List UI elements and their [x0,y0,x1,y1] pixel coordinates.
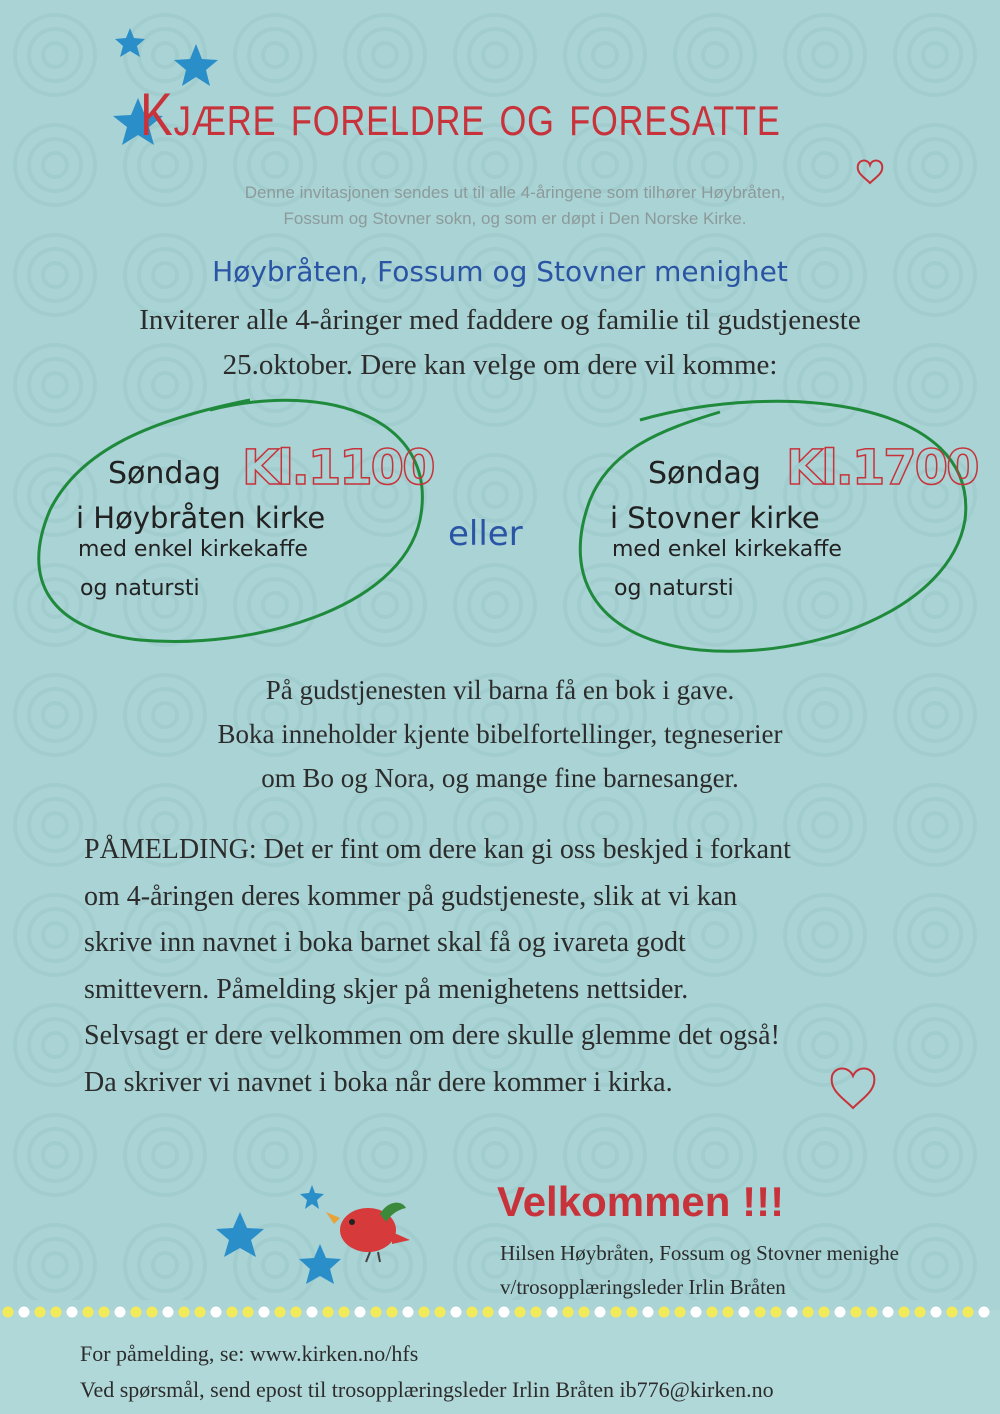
or-label: eller [448,514,523,554]
divider-dot [355,1307,366,1318]
divider-dot [899,1307,910,1318]
divider-dot [131,1307,142,1318]
divider-dot [259,1307,270,1318]
divider-dot [243,1307,254,1318]
option-day: Søndag [108,456,221,491]
divider-dot [851,1307,862,1318]
divider-dot [371,1307,382,1318]
divider-dot [163,1307,174,1318]
divider-dot [291,1307,302,1318]
divider-dot [195,1307,206,1318]
signup-link-text: For påmelding, se: www.kirken.no/hfs [80,1341,419,1366]
divider-dot [275,1307,286,1318]
divider-dot [819,1307,830,1318]
divider-dot [963,1307,974,1318]
divider-dot [435,1307,446,1318]
divider-dot [611,1307,622,1318]
divider-dot [387,1307,398,1318]
divider-dot [867,1307,878,1318]
divider-dot [307,1307,318,1318]
divider-dot [563,1307,574,1318]
divider-dot [675,1307,686,1318]
divider-dot [547,1307,558,1318]
divider-dot [643,1307,654,1318]
option-church: i Høybråten kirke [76,501,326,535]
divider-dot [659,1307,670,1318]
divider-dot [627,1307,638,1318]
signup-text: PÅMELDING: Det er fint om dere kan gi oss beskjed i forkant om 4-åringen deres kommer på gudstjeneste, slik at vi kan skrive inn navnet i boka barnet skal få og ivareta godt smittevern. Påmelding skjer på menighetens nettsider. Selvsagt er dere velkommen om dere skulle glemme det også! Da skriver vi navnet i boka når dere kommer i kirka. [84,834,791,1098]
divider-dot [771,1307,782,1318]
divider-dot [35,1307,46,1318]
option-extra: med enkel kirkekaffe [78,537,308,562]
parish-name: Høybråten, Fossum og Stovner menighet [212,255,788,288]
divider-dot [99,1307,110,1318]
divider-dot [739,1307,750,1318]
divider-dot [595,1307,606,1318]
welcome-heading: Velkommen !!! [497,1178,785,1225]
divider-dot [51,1307,62,1318]
divider-dot [803,1307,814,1318]
divider-dot [579,1307,590,1318]
divider-dot [755,1307,766,1318]
subtitle: Denne invitasjonen sendes ut til alle 4-åringene som tilhører Høybråten, Fossum og Stovner sokn, og som er døpt i Den Norske Kirke. [244,183,786,228]
option-extra: og natursti [614,576,734,601]
divider-dot [947,1307,958,1318]
divider-dot [83,1307,94,1318]
divider-dot [211,1307,222,1318]
divider-dot [691,1307,702,1318]
divider-dot [707,1307,718,1318]
divider-dot [179,1307,190,1318]
divider-dot [979,1307,990,1318]
divider-dot [915,1307,926,1318]
divider-dot [67,1307,78,1318]
option-day: Søndag [648,456,761,491]
divider-dot [515,1307,526,1318]
divider-dot [451,1307,462,1318]
divider-dot [419,1307,430,1318]
divider-dot [483,1307,494,1318]
divider-dot [323,1307,334,1318]
option-extra: med enkel kirkekaffe [612,537,842,562]
intro-text: Inviterer alle 4-åringer med faddere og familie til gudstjeneste 25.oktober. Dere kan velge om dere vil komme: [139,304,861,381]
divider-dot [499,1307,510,1318]
divider-dot [883,1307,894,1318]
footer [80,1336,774,1408]
option-time: Kl.1700 [786,440,978,496]
divider-dot [931,1307,942,1318]
divider-dot [835,1307,846,1318]
option-church: i Stovner kirke [610,501,820,535]
divider-dot [723,1307,734,1318]
divider-dot [339,1307,350,1318]
divider-dot [531,1307,542,1318]
divider-dot [115,1307,126,1318]
gift-text: På gudstjenesten vil barna få en bok i gave. Boka inneholder kjente bibelfortellinger, tegneserier om Bo og Nora, og mange fine barnesanger. [217,675,783,793]
option-time: Kl.1100 [242,440,434,496]
greeting: Hilsen Høybråten, Fossum og Stovner menighe v/trosopplæringsleder Irlin Bråten [500,1241,899,1299]
divider-dot [147,1307,158,1318]
page-title: Kjære foreldre og foresatte [140,81,781,148]
divider-dot [467,1307,478,1318]
divider-dot [403,1307,414,1318]
option-extra: og natursti [80,576,200,601]
divider-dot [787,1307,798,1318]
divider-dot [227,1307,238,1318]
contact-text: Ved spørsmål, send epost til trosopplæringsleder Irlin Bråten ib776@kirken.no [80,1377,774,1402]
divider-dot [19,1307,30,1318]
divider-dot [3,1307,14,1318]
